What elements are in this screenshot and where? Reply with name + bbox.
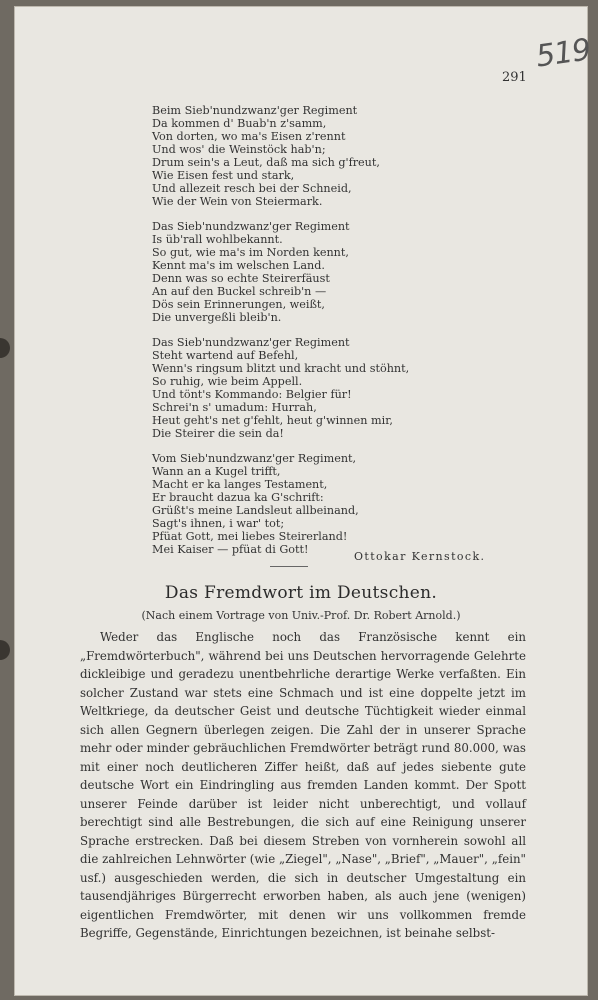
- poem-line: Von dorten, wo ma's Eisen z'rennt: [152, 130, 346, 143]
- page-number: 291: [502, 70, 527, 85]
- binding-hole-bottom: [0, 640, 10, 660]
- poem-line: Das Sieb'nundzwanz'ger Regiment: [152, 220, 350, 233]
- poem-line: Sagt's ihnen, i war' tot;: [152, 517, 285, 530]
- poem-line: Beim Sieb'nundzwanz'ger Regiment: [152, 104, 358, 117]
- poem-line: Drum sein's a Leut, daß ma sich g'freut,: [152, 156, 380, 169]
- poem-line: Er braucht dazua ka G'schrift:: [152, 491, 324, 504]
- poem-line: Die Steirer die sein da!: [152, 427, 284, 440]
- handwritten-note: 519: [533, 32, 593, 75]
- poem-line: Und allezeit resch bei der Schneid,: [152, 182, 352, 195]
- poem-line: Da kommen d' Buab'n z'samm,: [152, 117, 327, 130]
- poem-line: Macht er ka langes Testament,: [152, 478, 328, 491]
- document-page: [14, 6, 593, 996]
- poem-line: Vom Sieb'nundzwanz'ger Regiment,: [152, 452, 357, 465]
- poem-line: An auf den Buckel schreib'n —: [152, 285, 327, 298]
- poem-line: Schrei'n s' umadum: Hurrah,: [152, 401, 317, 414]
- poem-line: Mei Kaiser — pfüat di Gott!: [152, 543, 309, 556]
- poem-line: Denn was so echte Steirerfäust: [152, 272, 330, 285]
- binding-hole-top: [0, 338, 10, 358]
- poem-line: Kennt ma's im welschen Land.: [152, 259, 325, 272]
- poem-line: Heut geht's net g'fehlt, heut g'winnen mir,: [152, 414, 393, 427]
- section-divider: [270, 566, 308, 567]
- article-body: Weder das Englische noch das Französische kennt ein „Fremdwörterbuch", während bei uns Deutschen hervorragende Gelehrte dickleibige und geradezu unentbehrliche derartige Werke verfaßten. Ein solcher Zustand war stets eine Schmach und ist eine doppelte jetzt im Weltkriege, da deutscher Geist und deutsche Tüchtigkeit wieder einmal sich allen Gegnern überlegen zeigen. Die Zahl der in unserer Sprache mehr oder minder gebräuchlichen Fremdwörter beträgt rund 80.000, was mit einer noch deutlicheren Ziffer heißt, daß auf jedes siebente gute deutsche Wort ein Eindringling aus fremden Landen kommt. Der Spott unserer Feinde darüber ist leider nicht unberechtigt, und vollauf berechtigt sind alle Bestrebungen, die sich auf eine Reinigung unserer Sprache erstrecken. Daß bei diesem Streben von vornherein sowohl all die zahlreichen Lehnwörter (wie „Ziegel", „Nase", „Brief", „Mauer", „fein" usf.) ausgeschieden werden, die sich in deutscher Umgestaltung ein tausendjähriges Bürgerrecht erworben haben, als auch jene (wenigen) eigentlichen Fremdwörter, mit denen wir uns vollkommen fremde Begriffe, Gegenstände, Einrichtungen bezeichnen, ist beinahe selbst-: [80, 630, 526, 940]
- poem-stanza: [152, 452, 492, 556]
- poem-line: Das Sieb'nundzwanz'ger Regiment: [152, 336, 350, 349]
- poem-stanza: [152, 336, 492, 440]
- poem-line: Und wos' die Weinstöck hab'n;: [152, 143, 326, 156]
- poem-line: Die unvergeßli bleib'n.: [152, 311, 282, 324]
- poem-stanza: [152, 220, 492, 324]
- poem-line: Und tönt's Kommando: Belgier für!: [152, 388, 352, 401]
- poem-line: Wenn's ringsum blitzt und kracht und stöhnt,: [152, 362, 410, 375]
- poem-author: Ottokar Kernstock.: [354, 550, 486, 563]
- poem-line: Pfüat Gott, mei liebes Steirerland!: [152, 530, 348, 543]
- poem-line: Is üb'rall wohlbekannt.: [152, 233, 283, 246]
- poem-line: Wie der Wein von Steiermark.: [152, 195, 323, 208]
- poem-line: Steht wartend auf Befehl,: [152, 349, 299, 362]
- poem-line: So ruhig, wie beim Appell.: [152, 375, 303, 388]
- poem-line: Grüßt's meine Landsleut allbeinand,: [152, 504, 359, 517]
- article-title: Das Fremdwort im Deutschen.: [164, 583, 438, 603]
- poem-line: Wie Eisen fest und stark,: [152, 169, 295, 182]
- article-subtitle: (Nach einem Vortrage von Univ.-Prof. Dr. Robert Arnold.): [141, 609, 461, 622]
- poem-line: Dös sein Erinnerungen, weißt,: [152, 298, 325, 311]
- poem-line: So gut, wie ma's im Norden kennt,: [152, 246, 349, 259]
- poem-stanza: [152, 104, 492, 208]
- poem-line: Wann an a Kugel trifft,: [152, 465, 281, 478]
- poem: [152, 104, 492, 568]
